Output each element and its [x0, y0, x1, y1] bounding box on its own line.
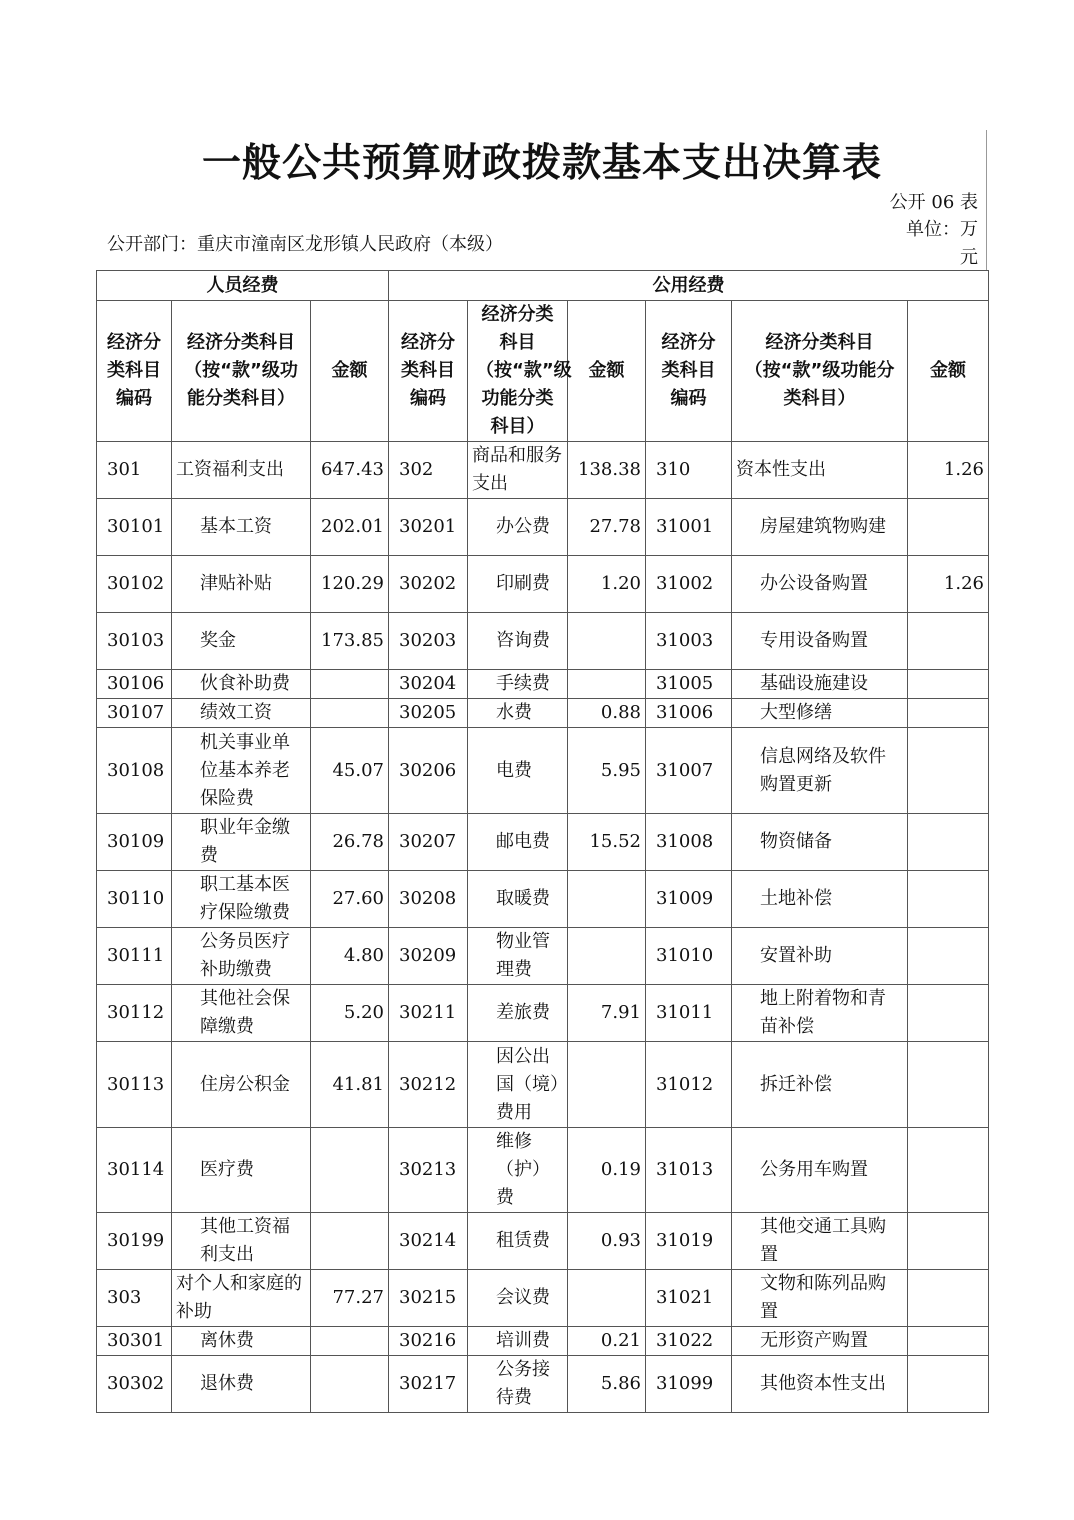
public-code-cell: 30213 [389, 1128, 468, 1213]
public-name-cell: 手续费 [468, 670, 568, 699]
personnel-amount-cell: 173.85 [311, 613, 389, 670]
capital-name-cell: 专用设备购置 [732, 613, 908, 670]
table-row [97, 814, 989, 871]
unit-label: 单位：万元 [906, 219, 978, 268]
capital-name-cell: 物资储备 [732, 814, 908, 871]
public-code-cell: 302 [389, 442, 468, 499]
capital-code-cell: 31013 [646, 1128, 732, 1213]
table-row [97, 1128, 989, 1213]
public-code-cell: 30207 [389, 814, 468, 871]
personnel-name-cell: 住房公积金 [172, 1042, 311, 1128]
public-amount-cell: 5.86 [568, 1356, 646, 1413]
public-name-cell: 租赁费 [468, 1213, 568, 1270]
public-code-cell: 30206 [389, 728, 468, 814]
personnel-amount-cell: 41.81 [311, 1042, 389, 1128]
table-row [97, 1270, 989, 1327]
capital-amount-cell [908, 1042, 989, 1128]
public-amount-cell: 0.19 [568, 1128, 646, 1213]
table-row [97, 699, 989, 728]
table-row [97, 613, 989, 670]
capital-amount-cell [908, 1327, 989, 1356]
header-amount: 金额 [568, 301, 646, 442]
capital-code-cell: 31006 [646, 699, 732, 728]
personnel-name-cell: 医疗费 [172, 1128, 311, 1213]
capital-name-cell: 其他资本性支出 [732, 1356, 908, 1413]
capital-code-cell: 31019 [646, 1213, 732, 1270]
personnel-code-cell: 30302 [97, 1356, 172, 1413]
public-amount-cell: 15.52 [568, 814, 646, 871]
expenditure-table [96, 270, 989, 1413]
public-amount-cell: 0.88 [568, 699, 646, 728]
capital-amount-cell [908, 985, 989, 1042]
capital-code-cell: 31022 [646, 1327, 732, 1356]
personnel-code-cell: 30107 [97, 699, 172, 728]
public-name-cell: 咨询费 [468, 613, 568, 670]
personnel-amount-cell [311, 1356, 389, 1413]
personnel-code-cell: 30108 [97, 728, 172, 814]
department-label: 公开部门：重庆市潼南区龙形镇人民政府（本级） [107, 234, 503, 255]
personnel-code-cell: 30106 [97, 670, 172, 699]
personnel-code-cell: 30114 [97, 1128, 172, 1213]
capital-amount-cell [908, 670, 989, 699]
public-amount-cell [568, 1042, 646, 1128]
public-code-cell: 30201 [389, 499, 468, 556]
personnel-name-cell: 伙食补助费 [172, 670, 311, 699]
capital-code-cell: 31007 [646, 728, 732, 814]
capital-name-cell: 资本性支出 [732, 442, 908, 499]
public-name-cell: 培训费 [468, 1327, 568, 1356]
personnel-amount-cell: 27.60 [311, 871, 389, 928]
personnel-code-cell: 30301 [97, 1327, 172, 1356]
personnel-amount-cell [311, 699, 389, 728]
public-code-cell: 30204 [389, 670, 468, 699]
column-header-row [97, 301, 989, 442]
personnel-name-cell: 其他工资福利支出 [172, 1213, 311, 1270]
public-name-cell: 会议费 [468, 1270, 568, 1327]
capital-amount-cell [908, 928, 989, 985]
capital-name-cell: 地上附着物和青苗补偿 [732, 985, 908, 1042]
capital-name-cell: 其他交通工具购置 [732, 1213, 908, 1270]
public-code-cell: 30202 [389, 556, 468, 613]
capital-name-cell: 土地补偿 [732, 871, 908, 928]
public-name-cell: 电费 [468, 728, 568, 814]
public-code-cell: 30216 [389, 1327, 468, 1356]
header-code: 经济分类科目编码 [389, 301, 468, 442]
capital-code-cell: 31099 [646, 1356, 732, 1413]
capital-name-cell: 大型修缮 [732, 699, 908, 728]
personnel-amount-cell: 202.01 [311, 499, 389, 556]
header-name: 经济分类科目（按“款”级功能分类科目） [468, 301, 568, 442]
personnel-amount-cell: 45.07 [311, 728, 389, 814]
public-amount-cell: 27.78 [568, 499, 646, 556]
personnel-code-cell: 30101 [97, 499, 172, 556]
table-row [97, 1042, 989, 1128]
table-row [97, 985, 989, 1042]
table-row [97, 1327, 989, 1356]
capital-code-cell: 31003 [646, 613, 732, 670]
personnel-name-cell: 工资福利支出 [172, 442, 311, 499]
capital-code-cell: 31001 [646, 499, 732, 556]
capital-code-cell: 31011 [646, 985, 732, 1042]
public-amount-cell [568, 871, 646, 928]
public-amount-cell: 5.95 [568, 728, 646, 814]
personnel-code-cell: 30113 [97, 1042, 172, 1128]
capital-code-cell: 31005 [646, 670, 732, 699]
capital-amount-cell [908, 1213, 989, 1270]
table-row [97, 871, 989, 928]
capital-name-cell: 房屋建筑物购建 [732, 499, 908, 556]
capital-name-cell: 公务用车购置 [732, 1128, 908, 1213]
personnel-code-cell: 30109 [97, 814, 172, 871]
header-code: 经济分类科目编码 [97, 301, 172, 442]
personnel-name-cell: 离休费 [172, 1327, 311, 1356]
public-name-cell: 取暖费 [468, 871, 568, 928]
public-code-cell: 30209 [389, 928, 468, 985]
capital-code-cell: 310 [646, 442, 732, 499]
capital-code-cell: 31008 [646, 814, 732, 871]
public-code-cell: 30214 [389, 1213, 468, 1270]
public-code-cell: 30203 [389, 613, 468, 670]
group-personnel: 人员经费 [97, 271, 389, 301]
header-name: 经济分类科目（按“款”级功能分类科目） [732, 301, 908, 442]
personnel-name-cell: 公务员医疗补助缴费 [172, 928, 311, 985]
header-name: 经济分类科目（按“款”级功能分类科目） [172, 301, 311, 442]
public-name-cell: 印刷费 [468, 556, 568, 613]
public-amount-cell [568, 928, 646, 985]
public-code-cell: 30208 [389, 871, 468, 928]
personnel-code-cell: 30112 [97, 985, 172, 1042]
capital-code-cell: 31002 [646, 556, 732, 613]
capital-name-cell: 文物和陈列品购置 [732, 1270, 908, 1327]
personnel-amount-cell [311, 1128, 389, 1213]
personnel-name-cell: 职业年金缴费 [172, 814, 311, 871]
capital-name-cell: 安置补助 [732, 928, 908, 985]
personnel-name-cell: 退休费 [172, 1356, 311, 1413]
header-amount: 金额 [908, 301, 989, 442]
public-code-cell: 30215 [389, 1270, 468, 1327]
group-public: 公用经费 [389, 271, 989, 301]
personnel-code-cell: 303 [97, 1270, 172, 1327]
public-name-cell: 物业管理费 [468, 928, 568, 985]
capital-amount-cell [908, 1356, 989, 1413]
capital-amount-cell [908, 728, 989, 814]
personnel-name-cell: 奖金 [172, 613, 311, 670]
public-name-cell: 公务接待费 [468, 1356, 568, 1413]
public-amount-cell [568, 670, 646, 699]
form-number: 公开 06 表 [889, 192, 978, 213]
public-name-cell: 水费 [468, 699, 568, 728]
public-amount-cell: 0.21 [568, 1327, 646, 1356]
header-amount: 金额 [311, 301, 389, 442]
public-name-cell: 差旅费 [468, 985, 568, 1042]
personnel-amount-cell [311, 670, 389, 699]
capital-amount-cell [908, 1128, 989, 1213]
table-row [97, 1213, 989, 1270]
table-row [97, 728, 989, 814]
personnel-code-cell: 30102 [97, 556, 172, 613]
capital-amount-cell: 1.26 [908, 442, 989, 499]
table-row [97, 1356, 989, 1413]
public-name-cell: 邮电费 [468, 814, 568, 871]
personnel-code-cell: 30110 [97, 871, 172, 928]
personnel-code-cell: 30103 [97, 613, 172, 670]
public-name-cell: 维修（护）费 [468, 1128, 568, 1213]
personnel-name-cell: 对个人和家庭的补助 [172, 1270, 311, 1327]
public-amount-cell [568, 1270, 646, 1327]
header-code: 经济分类科目编码 [646, 301, 732, 442]
personnel-name-cell: 机关事业单位基本养老保险费 [172, 728, 311, 814]
public-code-cell: 30211 [389, 985, 468, 1042]
public-name-cell: 办公费 [468, 499, 568, 556]
personnel-name-cell: 津贴补贴 [172, 556, 311, 613]
personnel-code-cell: 301 [97, 442, 172, 499]
personnel-amount-cell: 26.78 [311, 814, 389, 871]
public-name-cell: 商品和服务支出 [468, 442, 568, 499]
capital-amount-cell [908, 814, 989, 871]
capital-amount-cell [908, 871, 989, 928]
capital-code-cell: 31009 [646, 871, 732, 928]
capital-name-cell: 办公设备购置 [732, 556, 908, 613]
personnel-amount-cell [311, 1213, 389, 1270]
personnel-amount-cell [311, 1327, 389, 1356]
capital-amount-cell [908, 699, 989, 728]
table-row [97, 499, 989, 556]
personnel-amount-cell: 120.29 [311, 556, 389, 613]
personnel-name-cell: 基本工资 [172, 499, 311, 556]
public-name-cell: 因公出国（境）费用 [468, 1042, 568, 1128]
capital-code-cell: 31010 [646, 928, 732, 985]
capital-amount-cell [908, 1270, 989, 1327]
capital-amount-cell [908, 613, 989, 670]
table-row [97, 442, 989, 499]
personnel-name-cell: 其他社会保障缴费 [172, 985, 311, 1042]
capital-name-cell: 基础设施建设 [732, 670, 908, 699]
capital-code-cell: 31012 [646, 1042, 732, 1128]
public-code-cell: 30212 [389, 1042, 468, 1128]
public-amount-cell: 1.20 [568, 556, 646, 613]
public-amount-cell [568, 613, 646, 670]
public-amount-cell: 0.93 [568, 1213, 646, 1270]
capital-amount-cell [908, 499, 989, 556]
personnel-amount-cell: 77.27 [311, 1270, 389, 1327]
group-header-row [97, 271, 989, 301]
capital-amount-cell: 1.26 [908, 556, 989, 613]
capital-code-cell: 31021 [646, 1270, 732, 1327]
capital-name-cell: 信息网络及软件购置更新 [732, 728, 908, 814]
page-title: 一般公共预算财政拨款基本支出决算表 [201, 141, 882, 186]
table-row [97, 556, 989, 613]
personnel-amount-cell: 5.20 [311, 985, 389, 1042]
personnel-amount-cell: 4.80 [311, 928, 389, 985]
table-row [97, 928, 989, 985]
personnel-amount-cell: 647.43 [311, 442, 389, 499]
public-code-cell: 30217 [389, 1356, 468, 1413]
table-row [97, 670, 989, 699]
public-amount-cell: 138.38 [568, 442, 646, 499]
public-amount-cell: 7.91 [568, 985, 646, 1042]
capital-name-cell: 拆迁补偿 [732, 1042, 908, 1128]
personnel-name-cell: 绩效工资 [172, 699, 311, 728]
public-code-cell: 30205 [389, 699, 468, 728]
personnel-code-cell: 30111 [97, 928, 172, 985]
personnel-name-cell: 职工基本医疗保险缴费 [172, 871, 311, 928]
personnel-code-cell: 30199 [97, 1213, 172, 1270]
capital-name-cell: 无形资产购置 [732, 1327, 908, 1356]
